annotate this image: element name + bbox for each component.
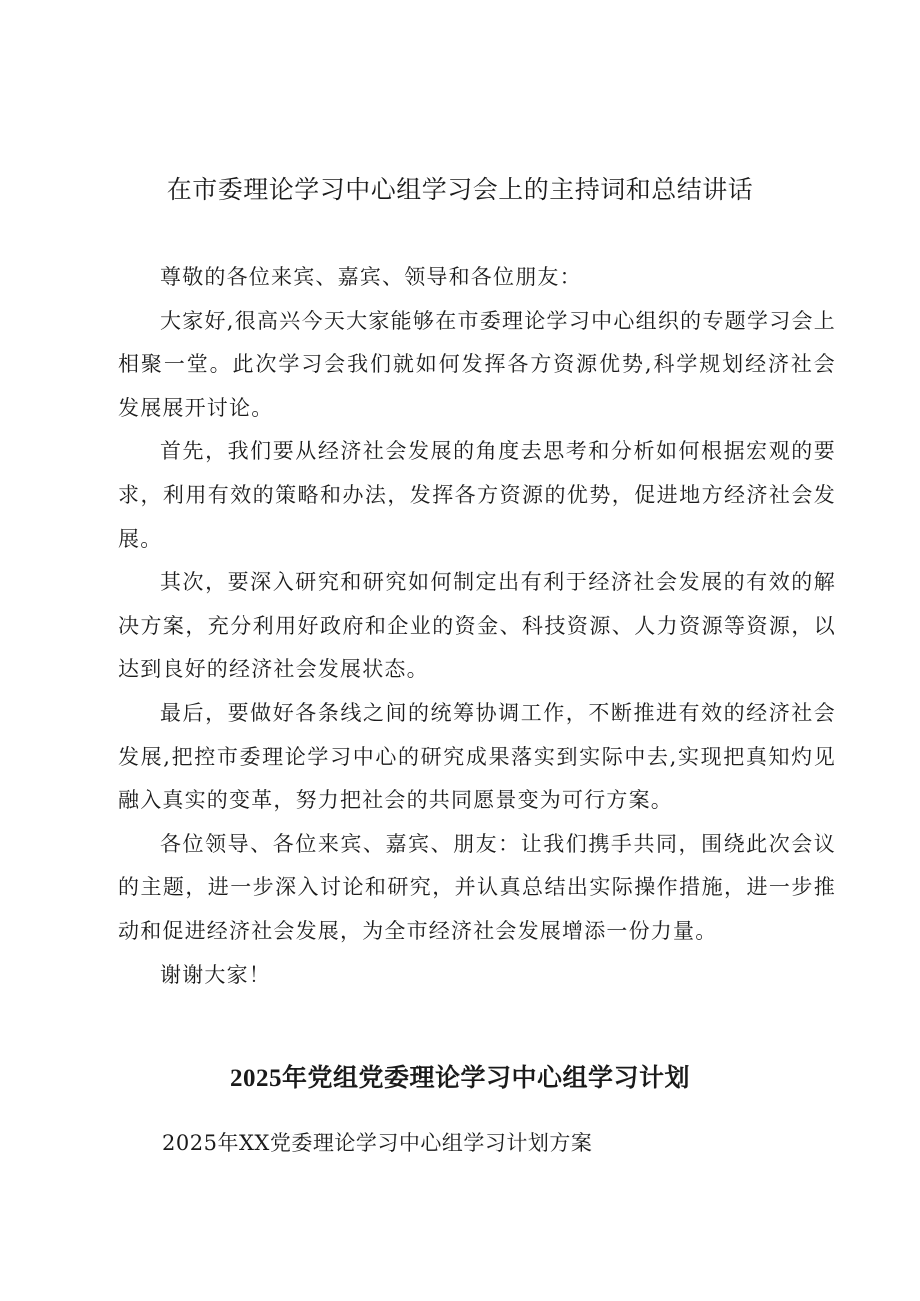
paragraph-thanks: 谢谢大家！ (160, 962, 271, 987)
paragraph-last: 最后，要做好各条线之间的统筹协调工作，不断推进有效的经济社会发展,把控市委理论学习中心的研究成果落实到实际中去,实现把真知灼见融入真实的变革，努力把社会的共同愿景变为可行方案。 (118, 700, 836, 813)
document-title: 在市委理论学习中心组学习会上的主持词和总结讲话 (166, 175, 754, 204)
paragraph-opening: 大家好,很高兴今天大家能够在市委理论学习中心组织的专题学习会上相聚一堂。此次学习会我们就如何发挥各方资源优势,科学规划经济社会发展展开讨论。 (118, 308, 836, 420)
paragraph-closing: 各位领导、各位来宾、嘉宾、朋友：让我们携手共同，围绕此次会议的主题，进一步深入讨论和研究，并认真总结出实际操作措施，进一步推动和促进经济社会发展，为全市经济社会发展增添一份力量。 (118, 831, 836, 943)
paragraph-first: 首先，我们要从经济社会发展的角度去思考和分析如何根据宏观的要求，利用有效的策略和办法，发挥各方资源的优势，促进地方经济社会发展。 (118, 439, 836, 551)
section2-title: 2025年党组党委理论学习中心组学习计划 (229, 1065, 690, 1092)
speech-body (118, 256, 836, 997)
section2-subtitle: 2025年XX党委理论学习中心组学习计划方案 (162, 1131, 593, 1155)
paragraph-second: 其次，要深入研究和研究如何制定出有利于经济社会发展的有效的解决方案，充分利用好政府和企业的资金、科技资源、人力资源等资源，以达到良好的经济社会发展状态。 (118, 570, 836, 682)
paragraph-greeting: 尊敬的各位来宾、嘉宾、领导和各位朋友： (160, 265, 582, 289)
